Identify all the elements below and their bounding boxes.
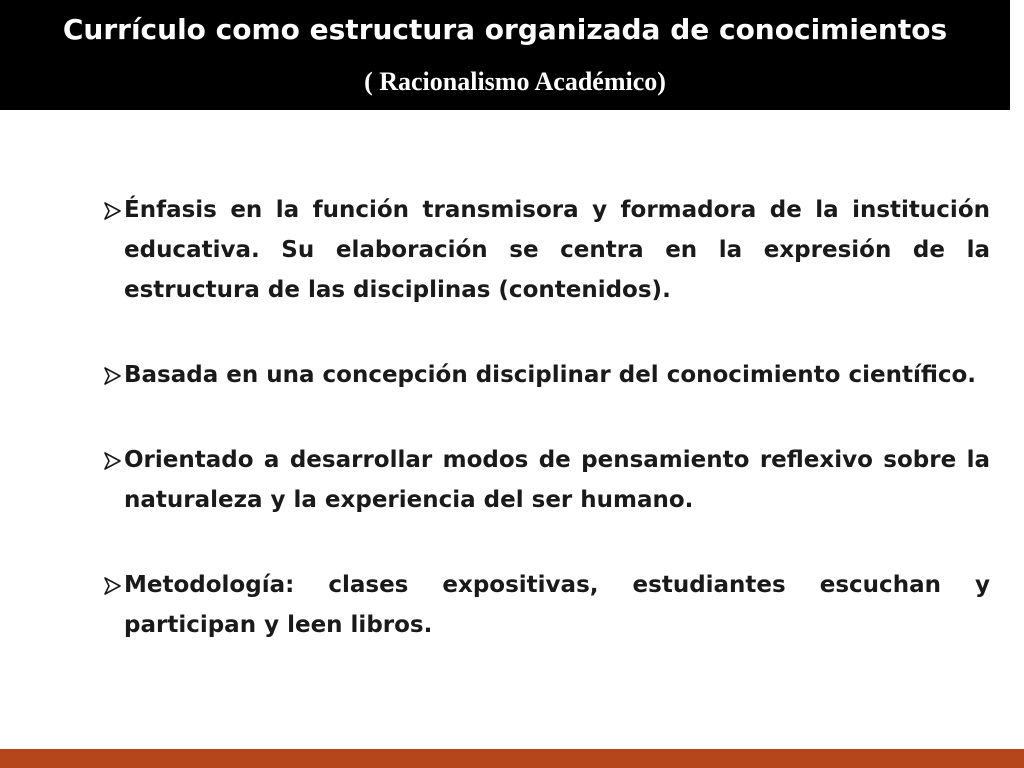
bullet-text: Basada en una concepción disciplinar del conocimiento científico.: [124, 362, 977, 388]
slide-title: Currículo como estructura organizada de conocimientos: [62, 13, 948, 46]
arrowhead-bullet-icon: [104, 452, 121, 470]
bullet-item: [104, 190, 990, 310]
bullet-item: [104, 565, 990, 645]
title-banner: [0, 0, 1010, 110]
bullet-text: Metodología: clases expositivas, estudiantes escuchan y participan y leen libros.: [124, 572, 990, 638]
arrowhead-bullet-icon: [104, 367, 121, 385]
bullet-list: [104, 190, 990, 645]
bullet-item: [104, 355, 990, 395]
bullet-item: [104, 440, 990, 520]
footer-accent-bar: [0, 749, 1024, 768]
bullet-text: Énfasis en la función transmisora y formadora de la institución educativa. Su elaboración se centra en la expresión de la estructura de las disciplinas (contenidos).: [124, 197, 990, 303]
arrowhead-bullet-icon: [104, 577, 121, 595]
slide-subtitle: ( Racionalismo Académico): [364, 67, 666, 96]
bullet-text: Orientado a desarrollar modos de pensamiento reflexivo sobre la naturaleza y la experiencia del ser humano.: [124, 447, 990, 513]
arrowhead-bullet-icon: [104, 202, 121, 220]
